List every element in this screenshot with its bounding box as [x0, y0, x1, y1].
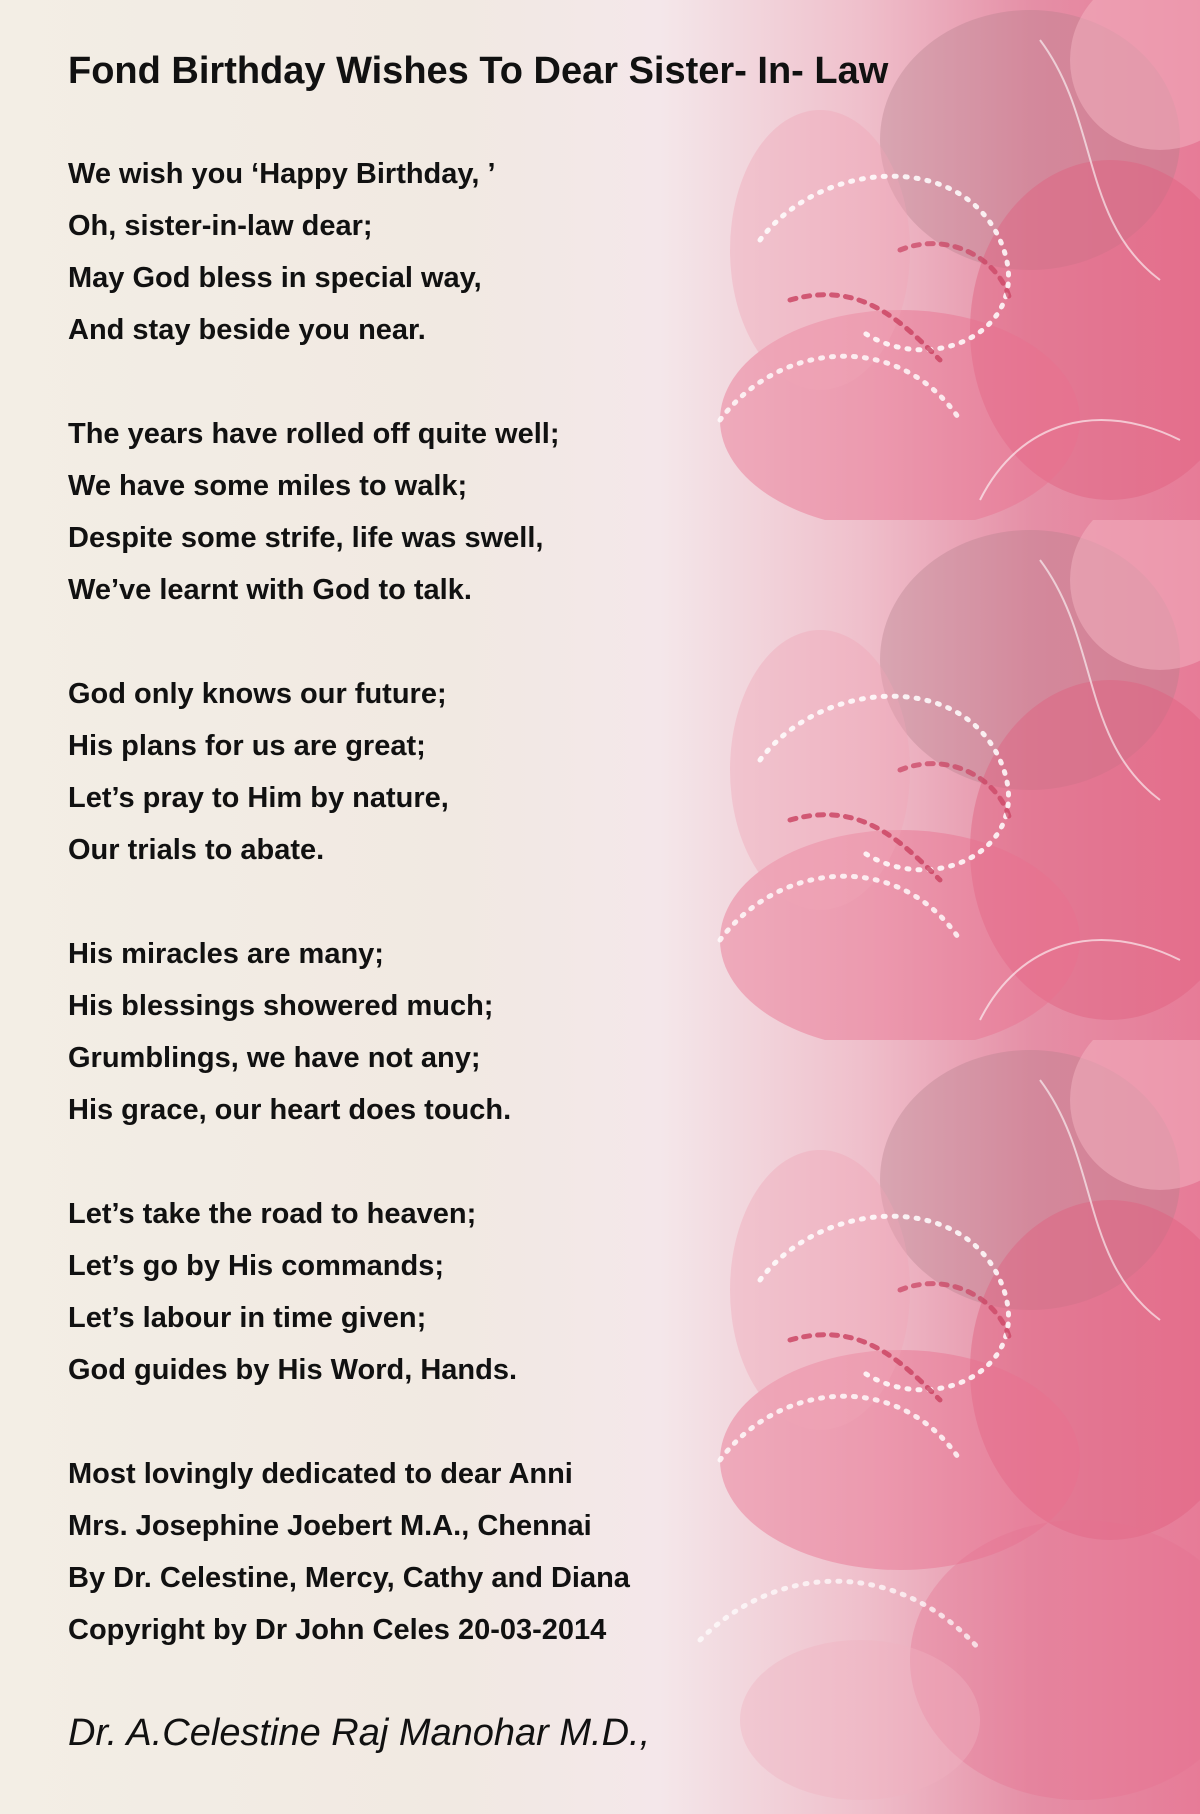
poem-line: The years have rolled off quite well; [68, 418, 560, 450]
poem-line: Let’s labour in time given; [68, 1302, 427, 1334]
poem-line: Let’s take the road to heaven; [68, 1198, 477, 1230]
dedication-line: By Dr. Celestine, Mercy, Cathy and Diana [68, 1562, 630, 1594]
poem-line: God only knows our future; [68, 678, 447, 710]
stanza-2 [68, 408, 560, 616]
poem-line: God guides by His Word, Hands. [68, 1354, 518, 1386]
dedication [68, 1448, 630, 1656]
poem-title: Fond Birthday Wishes To Dear Sister- In- Law [68, 50, 889, 92]
poem-line: We have some miles to walk; [68, 470, 468, 502]
dedication-line: Most lovingly dedicated to dear Anni [68, 1458, 573, 1490]
floral-decoration [700, 1040, 1200, 1800]
poem-line: Despite some strife, life was swell, [68, 522, 544, 554]
stanza-4 [68, 928, 511, 1136]
poem-line: Let’s pray to Him by nature, [68, 782, 449, 814]
dedication-line: Mrs. Josephine Joebert M.A., Chennai [68, 1510, 592, 1542]
stanza-3 [68, 668, 449, 876]
poem-line: His blessings showered much; [68, 990, 494, 1022]
poem-line: We’ve learnt with God to talk. [68, 574, 472, 606]
poem-line: We wish you ‘Happy Birthday, ’ [68, 158, 496, 190]
stanza-1 [68, 148, 496, 356]
poem-line: His plans for us are great; [68, 730, 426, 762]
poem-line: Grumblings, we have not any; [68, 1042, 481, 1074]
poem-line: His miracles are many; [68, 938, 384, 970]
poem-line: His grace, our heart does touch. [68, 1094, 512, 1126]
floral-background-panel-3 [0, 1040, 1200, 1814]
stanza-5 [68, 1188, 517, 1396]
poem-line: May God bless in special way, [68, 262, 482, 294]
floral-decoration [720, 520, 1200, 1040]
poem-line: And stay beside you near. [68, 314, 426, 346]
poem-line: Oh, sister-in-law dear; [68, 210, 373, 242]
poem-line: Let’s go by His commands; [68, 1250, 444, 1282]
copyright-line: Copyright by Dr John Celes 20-03-2014 [68, 1614, 607, 1646]
poem-line: Our trials to abate. [68, 834, 325, 866]
author-signature: Dr. A.Celestine Raj Manohar M.D., [68, 1712, 651, 1754]
